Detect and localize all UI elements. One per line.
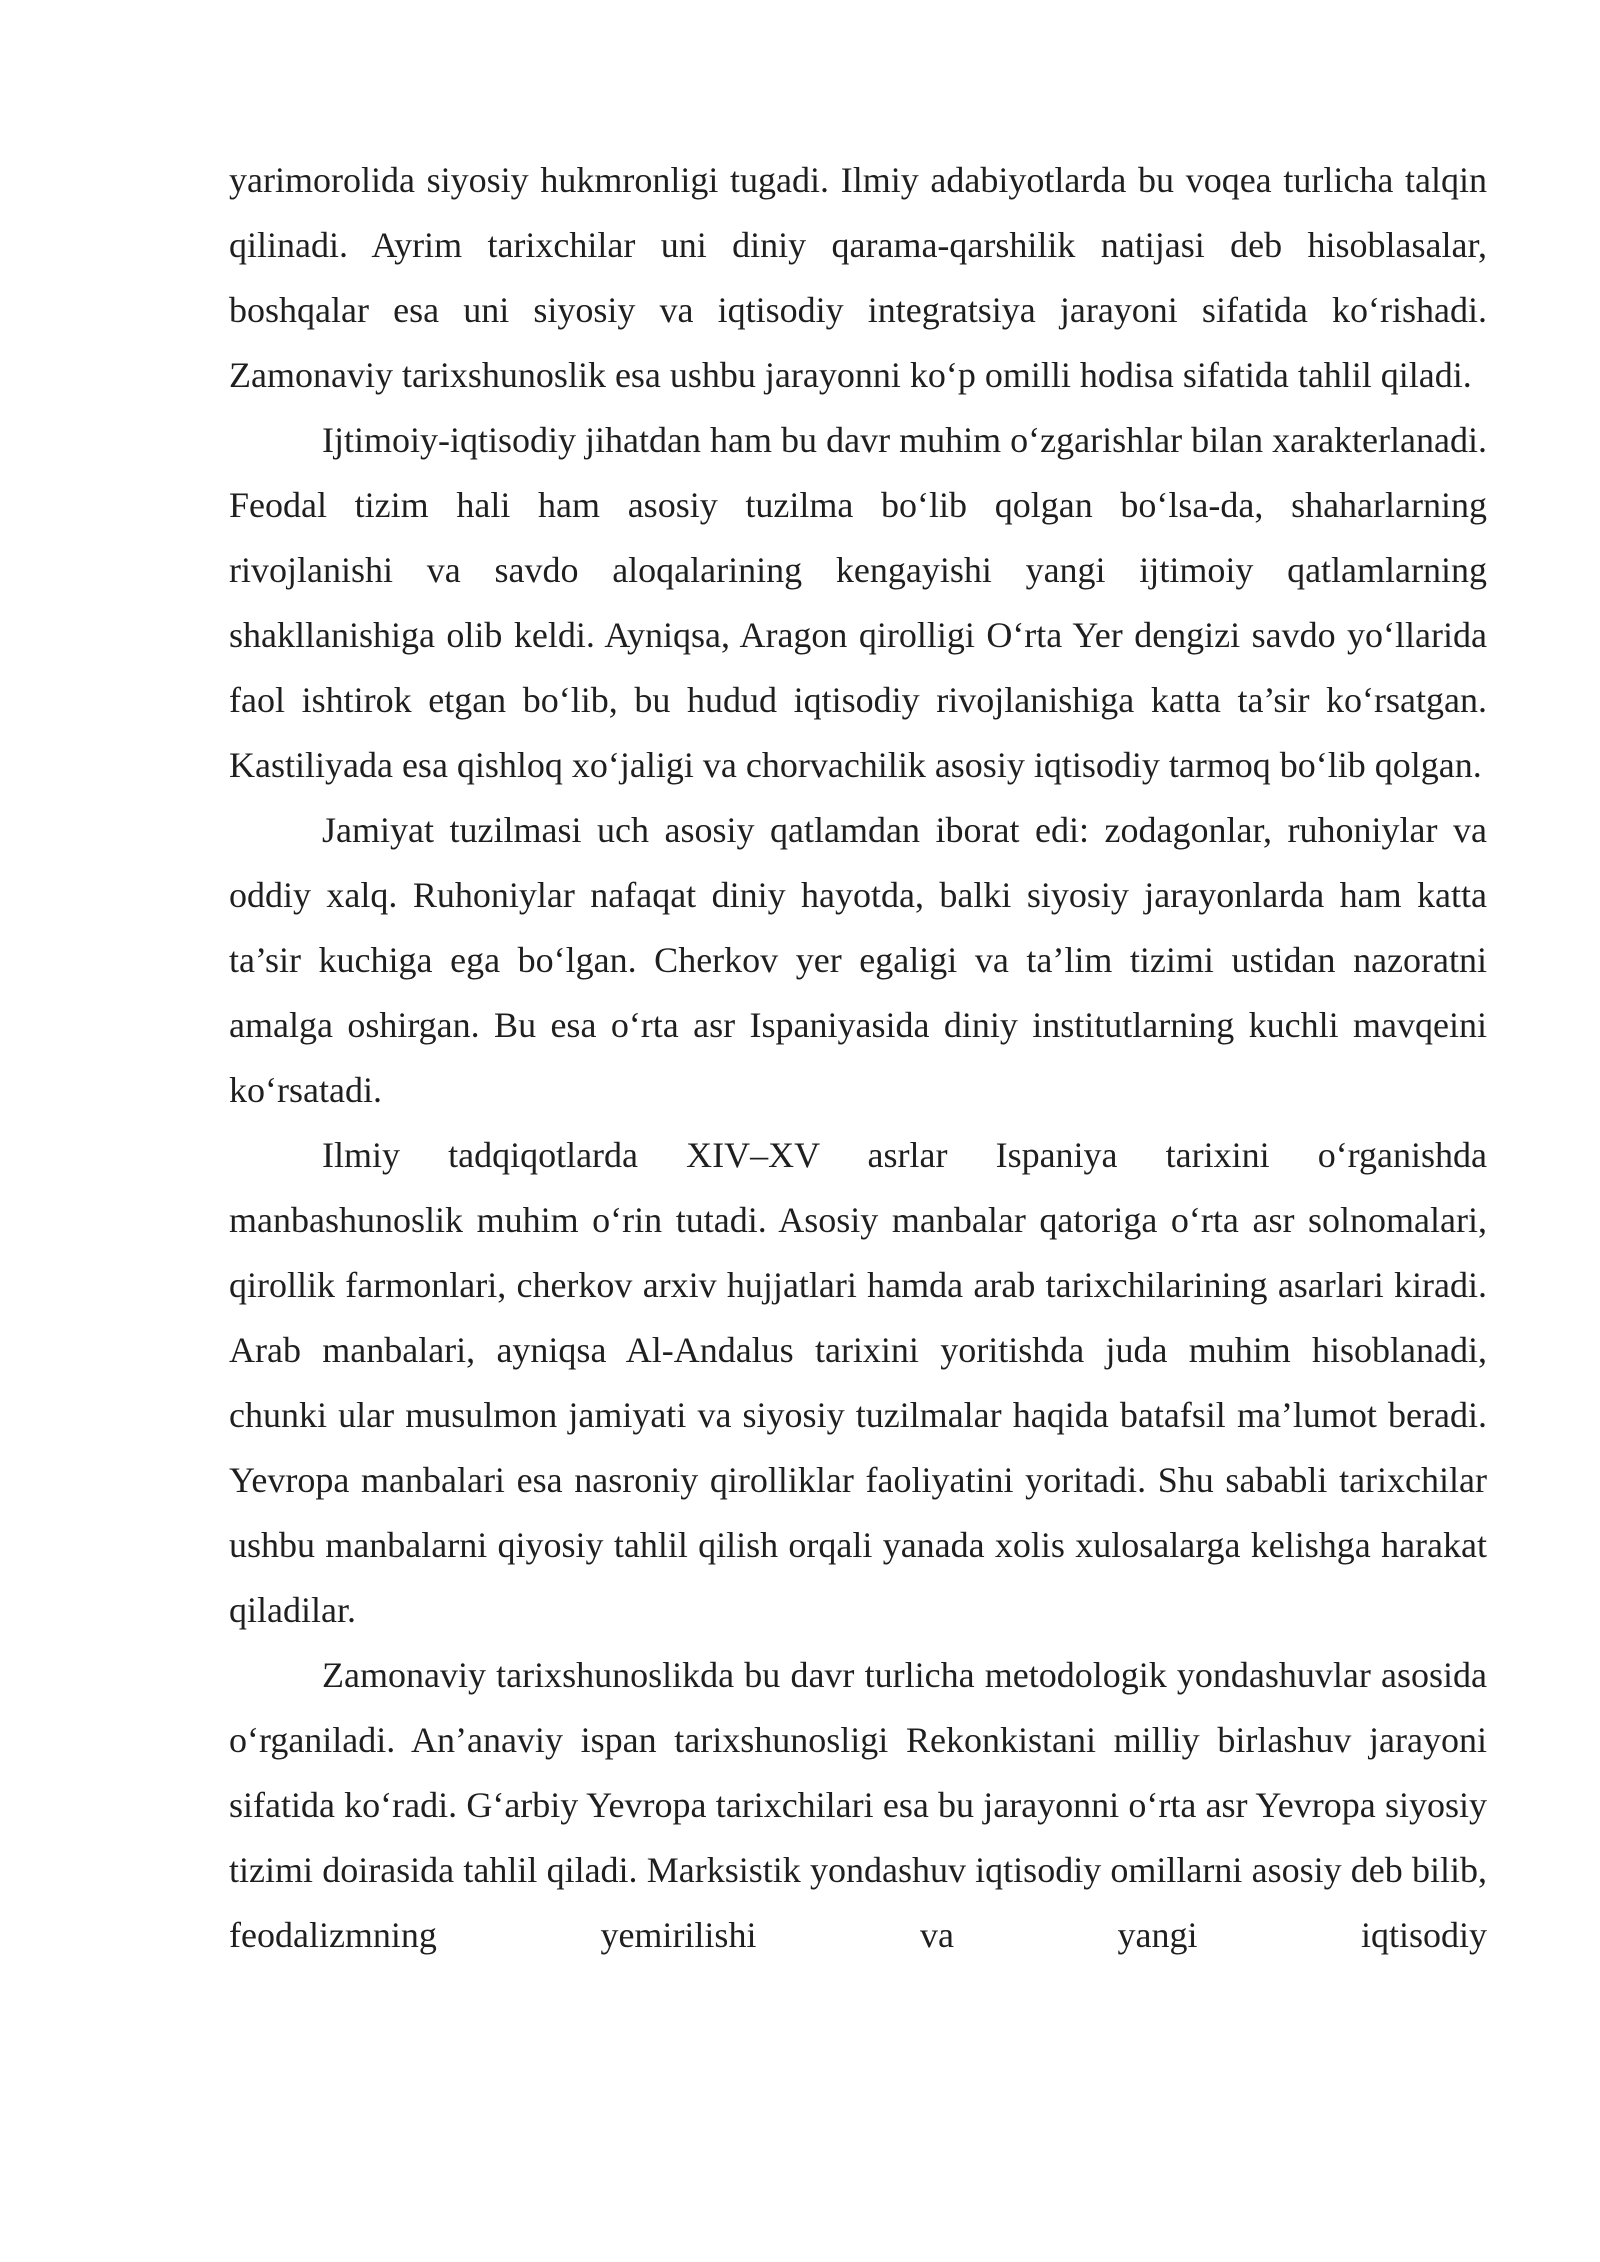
paragraph-3: Jamiyat tuzilmasi uch asosiy qatlamdan iborat edi: zodagonlar, ruhoniylar va oddiy xalq. Ruhoniylar nafaqat diniy hayotda, balki siyosiy jarayonlarda ham katta ta’sir kuchiga ega bo‘lgan. Cherkov yer egaligi va ta’lim tizimi ustidan nazoratni amalga oshirgan. Bu esa o‘rta asr Ispaniyasida diniy institutlarning kuchli mavqeini ko‘rsatadi. xyxy=(229,810,1487,1110)
paragraph-4: Ilmiy tadqiqotlarda XIV–XV asrlar Ispaniya tarixini o‘rganishda manbashunoslik muhim o‘rin tutadi. Asosiy manbalar qatoriga o‘rta asr solnomalari, qirollik farmonlari, cherkov arxiv hujjatlari hamda arab tarixchilarining asarlari kiradi. Arab manbalari, ayniqsa Al-Andalus tarixini yoritishda juda muhim hisoblanadi, chunki ular musulmon jamiyati va siyosiy tuzilmalar haqida batafsil ma’lumot beradi. Yevropa manbalari esa nasroniy qirolliklar faoliyatini yoritadi. Shu sababli tarixchilar ushbu manbalarni qiyosiy tahlil qilish orqali yanada xolis xulosalarga kelishga harakat qiladilar. xyxy=(229,1135,1487,1630)
paragraph-1: yarimorolida siyosiy hukmronligi tugadi. Ilmiy adabiyotlarda bu voqea turlicha talqin qilinadi. Ayrim tarixchilar uni diniy qarama-qarshilik natijasi deb hisoblasalar, boshqalar esa uni siyosiy va iqtisodiy integratsiya jarayoni sifatida ko‘rishadi. Zamonaviy tarixshunoslik esa ushbu jarayonni ko‘p omilli hodisa sifatida tahlil qiladi. xyxy=(229,160,1487,395)
paragraph-2: Ijtimoiy-iqtisodiy jihatdan ham bu davr muhim o‘zgarishlar bilan xarakterlanadi. Feodal tizim hali ham asosiy tuzilma bo‘lib qolgan bo‘lsa-da, shaharlarning rivojlanishi va savdo aloqalarining kengayishi yangi ijtimoiy qatlamlarning shakllanishiga olib keldi. Ayniqsa, Aragon qirolligi O‘rta Yer dengizi savdo yo‘llarida faol ishtirok etgan bo‘lib, bu hudud iqtisodiy rivojlanishiga katta ta’sir ko‘rsatgan. Kastiliyada esa qishloq xo‘jaligi va chorvachilik asosiy iqtisodiy tarmoq bo‘lib qolgan. xyxy=(229,420,1487,785)
paragraph-5: Zamonaviy tarixshunoslikda bu davr turlicha metodologik yondashuvlar asosida o‘rganiladi. An’anaviy ispan tarixshunosligi Rekonkistani milliy birlashuv jarayoni sifatida ko‘radi. G‘arbiy Yevropa tarixchilari esa bu jarayonni o‘rta asr Yevropa siyosiy tizimi doirasida tahlil qiladi. Marksistik yondashuv iqtisodiy omillarni asosiy deb bilib, feodalizmning yemirilishi va yangi iqtisodiy xyxy=(229,1655,1487,1955)
document-body xyxy=(229,148,1487,1968)
